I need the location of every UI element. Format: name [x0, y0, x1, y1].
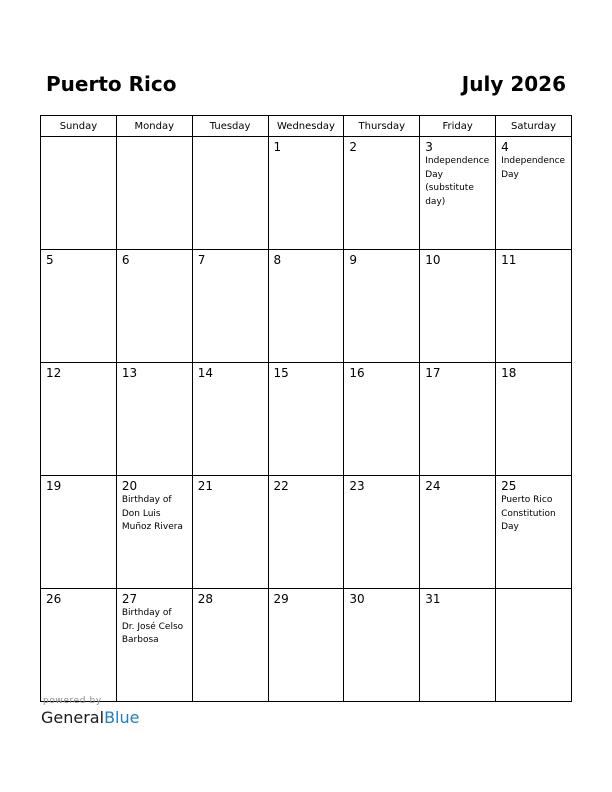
- holiday-label: Birthday of Don Luis Muñoz Rivera: [121, 495, 183, 532]
- day-cell: [420, 589, 496, 702]
- day-number: 14: [197, 366, 213, 380]
- day-cell: [41, 589, 117, 702]
- day-number: 26: [46, 592, 62, 606]
- day-cell: [268, 589, 344, 702]
- day-number: 21: [197, 479, 213, 493]
- day-cell: [344, 363, 420, 476]
- day-cell: [192, 589, 268, 702]
- day-cell: [116, 137, 192, 250]
- day-number: 23: [349, 479, 365, 493]
- day-cell: [420, 250, 496, 363]
- day-number: 18: [501, 366, 517, 380]
- day-cell: [192, 250, 268, 363]
- day-cell: [192, 363, 268, 476]
- day-number: 25: [501, 479, 517, 493]
- week-row: [41, 250, 572, 363]
- week-row: [41, 589, 572, 702]
- day-cell: [192, 137, 268, 250]
- day-cell: [41, 250, 117, 363]
- week-row: [41, 137, 572, 250]
- day-cell: [41, 137, 117, 250]
- day-number: 5: [46, 253, 54, 267]
- day-number: 1: [273, 140, 282, 154]
- day-cell: [41, 363, 117, 476]
- day-cell: [420, 363, 496, 476]
- weekday-header: Tuesday: [192, 116, 268, 137]
- day-number: 22: [273, 479, 289, 493]
- day-cell: [496, 250, 572, 363]
- day-number: 28: [197, 592, 213, 606]
- day-cell: [116, 589, 192, 702]
- day-cell: [268, 137, 344, 250]
- logo-text-blue: Blue: [104, 708, 140, 727]
- holiday-label: Independence Day: [501, 156, 566, 180]
- weekday-header: Saturday: [496, 116, 572, 137]
- day-number: 11: [501, 253, 517, 267]
- day-number: 9: [349, 253, 358, 267]
- day-cell: [344, 250, 420, 363]
- day-cell: [344, 137, 420, 250]
- month-year-title: July 2026: [461, 72, 566, 96]
- logo-text-general: General: [41, 708, 105, 727]
- day-number: 2: [349, 140, 358, 154]
- day-number: 4: [501, 140, 509, 154]
- day-number: 24: [425, 479, 441, 493]
- day-number: 31: [425, 592, 441, 606]
- day-cell: [41, 476, 117, 589]
- week-row: [41, 476, 572, 589]
- weekday-header: Wednesday: [268, 116, 344, 137]
- day-cell: [116, 250, 192, 363]
- day-number: 10: [425, 253, 441, 267]
- day-cell: [344, 476, 420, 589]
- day-cell: [420, 476, 496, 589]
- day-cell: [116, 363, 192, 476]
- day-number: 7: [197, 253, 206, 267]
- week-row: [41, 363, 572, 476]
- weekday-header-row: [41, 116, 572, 137]
- day-number: 29: [273, 592, 289, 606]
- day-number: 6: [121, 253, 130, 267]
- day-cell: [116, 476, 192, 589]
- day-number: 12: [46, 366, 62, 380]
- weekday-header: Thursday: [344, 116, 420, 137]
- holiday-label: Puerto Rico Constitution Day: [501, 495, 556, 532]
- day-number: 19: [46, 479, 62, 493]
- day-number: 17: [425, 366, 441, 380]
- weekday-header: Monday: [116, 116, 192, 137]
- day-cell: [496, 589, 572, 702]
- day-cell: [420, 137, 496, 250]
- day-cell: [192, 476, 268, 589]
- day-cell: [496, 137, 572, 250]
- day-cell: [496, 363, 572, 476]
- weekday-header: Friday: [420, 116, 496, 137]
- day-cell: [344, 589, 420, 702]
- day-number: 27: [121, 592, 138, 606]
- day-cell: [268, 250, 344, 363]
- region-title: Puerto Rico: [46, 72, 177, 96]
- day-number: 20: [121, 479, 138, 493]
- holiday-label: Birthday of Dr. José Celso Barbosa: [121, 608, 184, 645]
- day-cell: [496, 476, 572, 589]
- day-number: 8: [273, 253, 282, 267]
- day-cell: [268, 363, 344, 476]
- day-number: 13: [121, 366, 138, 380]
- generalblue-logo[interactable]: [41, 707, 139, 729]
- day-number: 15: [273, 366, 289, 380]
- day-number: 30: [349, 592, 365, 606]
- day-number: 16: [349, 366, 365, 380]
- weekday-header: Sunday: [41, 116, 117, 137]
- calendar-grid: [40, 115, 572, 702]
- holiday-label: Independence Day (substitute day): [425, 156, 490, 207]
- powered-by-label: powered by: [43, 696, 102, 706]
- day-number: 3: [425, 140, 433, 154]
- day-cell: [268, 476, 344, 589]
